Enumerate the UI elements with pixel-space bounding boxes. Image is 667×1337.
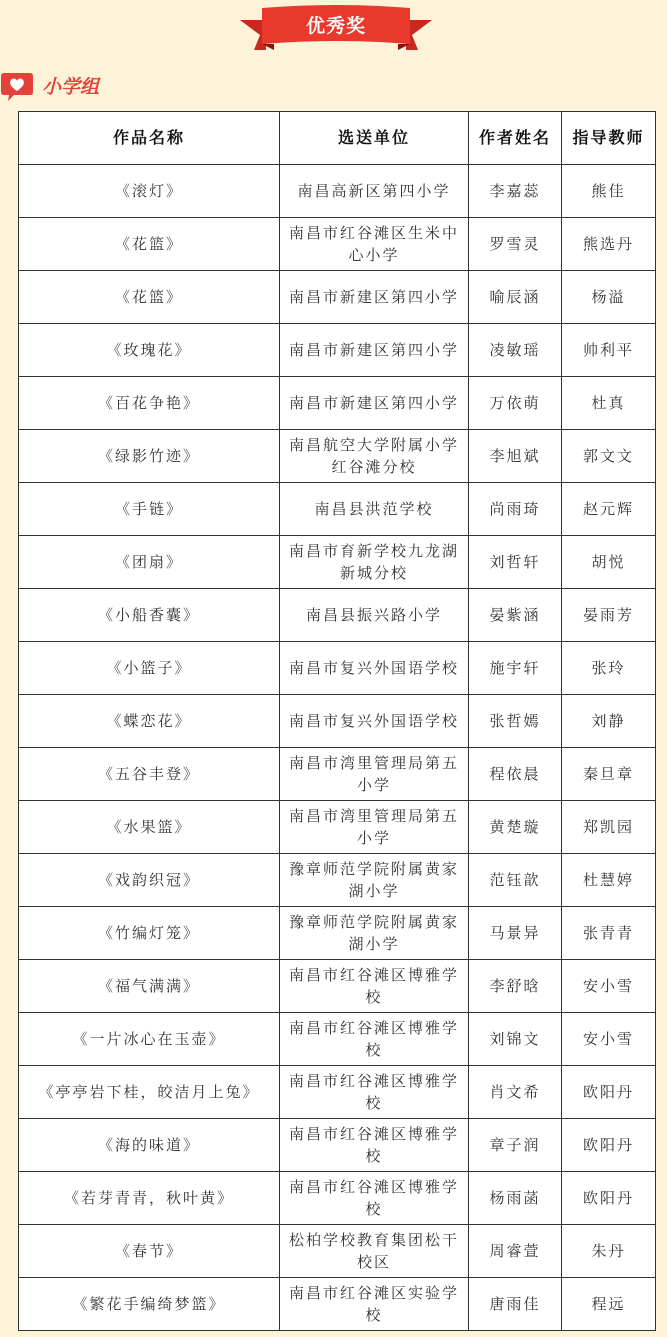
work-title-cell: 《百花争艳》 xyxy=(19,377,280,430)
table-row xyxy=(19,1013,656,1066)
school-cell: 南昌市红谷滩区实验学校 xyxy=(280,1278,469,1331)
school-cell: 南昌县洪范学校 xyxy=(280,483,469,536)
school-cell: 南昌高新区第四小学 xyxy=(280,165,469,218)
table-header-row xyxy=(19,112,656,165)
table-row xyxy=(19,1225,656,1278)
author-cell: 李嘉蕊 xyxy=(469,165,562,218)
table-row xyxy=(19,430,656,483)
teacher-cell: 帅利平 xyxy=(562,324,656,377)
teacher-cell: 胡悦 xyxy=(562,536,656,589)
section-title: 小学组 xyxy=(42,76,100,98)
table-row xyxy=(19,960,656,1013)
table-row xyxy=(19,536,656,589)
teacher-cell: 朱丹 xyxy=(562,1225,656,1278)
work-title-cell: 《福气满满》 xyxy=(19,960,280,1013)
author-cell: 罗雪灵 xyxy=(469,218,562,271)
work-title-cell: 《小篮子》 xyxy=(19,642,280,695)
work-title-cell: 《海的味道》 xyxy=(19,1119,280,1172)
table-row xyxy=(19,218,656,271)
school-cell: 南昌市红谷滩区博雅学校 xyxy=(280,1066,469,1119)
author-cell: 黄楚璇 xyxy=(469,801,562,854)
teacher-cell: 郭文文 xyxy=(562,430,656,483)
school-cell: 南昌市新建区第四小学 xyxy=(280,271,469,324)
work-title-cell: 《花篮》 xyxy=(19,218,280,271)
teacher-cell: 郑凯园 xyxy=(562,801,656,854)
school-cell: 南昌市新建区第四小学 xyxy=(280,377,469,430)
work-title-cell: 《玫瑰花》 xyxy=(19,324,280,377)
table-row xyxy=(19,324,656,377)
work-title-cell: 《戏韵织冠》 xyxy=(19,854,280,907)
table-row xyxy=(19,271,656,324)
author-cell: 杨雨菡 xyxy=(469,1172,562,1225)
author-cell: 范钰歆 xyxy=(469,854,562,907)
teacher-cell: 安小雪 xyxy=(562,1013,656,1066)
work-title-cell: 《团扇》 xyxy=(19,536,280,589)
table-row xyxy=(19,1119,656,1172)
teacher-cell: 赵元辉 xyxy=(562,483,656,536)
author-cell: 晏紫涵 xyxy=(469,589,562,642)
award-banner xyxy=(240,4,432,56)
author-cell: 程依晨 xyxy=(469,748,562,801)
table-row xyxy=(19,748,656,801)
author-cell: 尚雨琦 xyxy=(469,483,562,536)
school-cell: 南昌市红谷滩区博雅学校 xyxy=(280,960,469,1013)
table-row xyxy=(19,165,656,218)
author-cell: 章子润 xyxy=(469,1119,562,1172)
author-cell: 刘哲轩 xyxy=(469,536,562,589)
teacher-cell: 晏雨芳 xyxy=(562,589,656,642)
teacher-cell: 杜真 xyxy=(562,377,656,430)
table-row xyxy=(19,854,656,907)
school-cell: 南昌航空大学附属小学红谷滩分校 xyxy=(280,430,469,483)
author-cell: 喻辰涵 xyxy=(469,271,562,324)
school-cell: 南昌市湾里管理局第五小学 xyxy=(280,748,469,801)
work-title-cell: 《若芽青青，秋叶黄》 xyxy=(19,1172,280,1225)
work-title-cell: 《春节》 xyxy=(19,1225,280,1278)
awards-table xyxy=(18,111,656,1331)
table-row xyxy=(19,1172,656,1225)
school-cell: 南昌市复兴外国语学校 xyxy=(280,695,469,748)
school-cell: 南昌市红谷滩区博雅学校 xyxy=(280,1013,469,1066)
table-row xyxy=(19,1278,656,1331)
teacher-cell: 安小雪 xyxy=(562,960,656,1013)
teacher-cell: 欧阳丹 xyxy=(562,1066,656,1119)
work-title-cell: 《小船香囊》 xyxy=(19,589,280,642)
heart-icon xyxy=(0,70,34,102)
author-cell: 万依萌 xyxy=(469,377,562,430)
work-title-cell: 《水果篮》 xyxy=(19,801,280,854)
author-cell: 马景异 xyxy=(469,907,562,960)
school-cell: 豫章师范学院附属黄家湖小学 xyxy=(280,854,469,907)
teacher-cell: 熊佳 xyxy=(562,165,656,218)
table-row xyxy=(19,695,656,748)
school-cell: 南昌市红谷滩区生米中心小学 xyxy=(280,218,469,271)
work-title-cell: 《繁花手编绮梦篮》 xyxy=(19,1278,280,1331)
school-cell: 南昌市红谷滩区博雅学校 xyxy=(280,1119,469,1172)
school-cell: 南昌县振兴路小学 xyxy=(280,589,469,642)
work-title-cell: 《竹编灯笼》 xyxy=(19,907,280,960)
table-row xyxy=(19,1066,656,1119)
table-row xyxy=(19,907,656,960)
work-title-cell: 《五谷丰登》 xyxy=(19,748,280,801)
author-cell: 施宇轩 xyxy=(469,642,562,695)
author-cell: 李旭斌 xyxy=(469,430,562,483)
author-cell: 凌敏瑶 xyxy=(469,324,562,377)
school-cell: 南昌市复兴外国语学校 xyxy=(280,642,469,695)
work-title-cell: 《一片冰心在玉壶》 xyxy=(19,1013,280,1066)
table-row xyxy=(19,801,656,854)
teacher-cell: 欧阳丹 xyxy=(562,1172,656,1225)
teacher-cell: 杨溢 xyxy=(562,271,656,324)
section-header xyxy=(0,70,300,104)
work-title-cell: 《手链》 xyxy=(19,483,280,536)
header-author: 作者姓名 xyxy=(469,112,562,165)
table-row xyxy=(19,377,656,430)
work-title-cell: 《绿影竹迹》 xyxy=(19,430,280,483)
school-cell: 南昌市红谷滩区博雅学校 xyxy=(280,1172,469,1225)
work-title-cell: 《蝶恋花》 xyxy=(19,695,280,748)
teacher-cell: 程远 xyxy=(562,1278,656,1331)
author-cell: 周睿萱 xyxy=(469,1225,562,1278)
work-title-cell: 《滚灯》 xyxy=(19,165,280,218)
teacher-cell: 欧阳丹 xyxy=(562,1119,656,1172)
table-row xyxy=(19,483,656,536)
header-school: 选送单位 xyxy=(280,112,469,165)
teacher-cell: 熊选丹 xyxy=(562,218,656,271)
school-cell: 南昌市新建区第四小学 xyxy=(280,324,469,377)
work-title-cell: 《亭亭岩下桂，皎洁月上兔》 xyxy=(19,1066,280,1119)
header-work-title: 作品名称 xyxy=(19,112,280,165)
school-cell: 南昌市育新学校九龙湖新城分校 xyxy=(280,536,469,589)
teacher-cell: 杜慧婷 xyxy=(562,854,656,907)
teacher-cell: 张玲 xyxy=(562,642,656,695)
author-cell: 张哲嫣 xyxy=(469,695,562,748)
author-cell: 唐雨佳 xyxy=(469,1278,562,1331)
author-cell: 肖文希 xyxy=(469,1066,562,1119)
school-cell: 南昌市湾里管理局第五小学 xyxy=(280,801,469,854)
author-cell: 李舒晗 xyxy=(469,960,562,1013)
author-cell: 刘锦文 xyxy=(469,1013,562,1066)
school-cell: 豫章师范学院附属黄家湖小学 xyxy=(280,907,469,960)
header-teacher: 指导教师 xyxy=(562,112,656,165)
table-row xyxy=(19,642,656,695)
teacher-cell: 张青青 xyxy=(562,907,656,960)
banner-title: 优秀奖 xyxy=(305,15,366,37)
table-row xyxy=(19,589,656,642)
teacher-cell: 刘静 xyxy=(562,695,656,748)
teacher-cell: 秦旦章 xyxy=(562,748,656,801)
work-title-cell: 《花篮》 xyxy=(19,271,280,324)
school-cell: 松柏学校教育集团松干校区 xyxy=(280,1225,469,1278)
